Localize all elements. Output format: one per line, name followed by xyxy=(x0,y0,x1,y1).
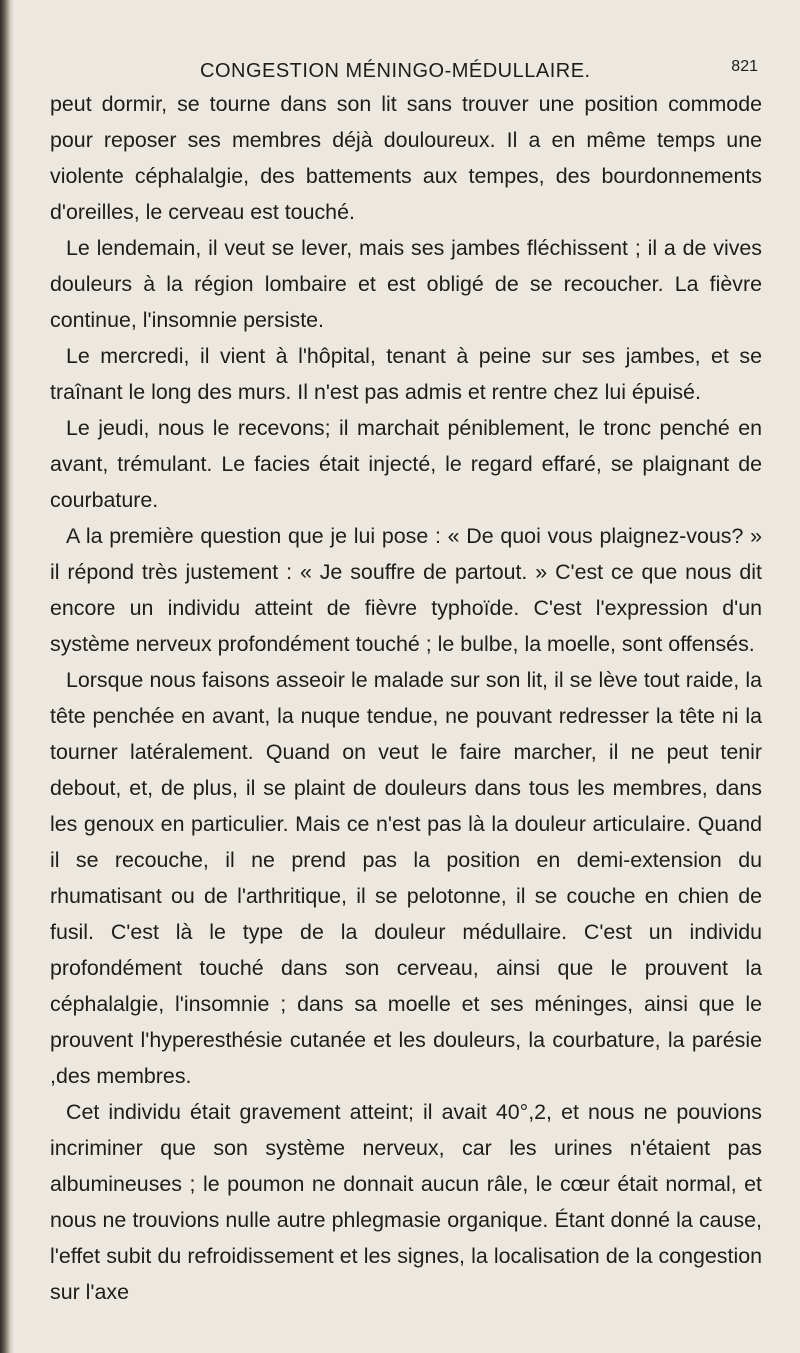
paragraph-2: Le lendemain, il veut se lever, mais ses jambes fléchissent ; il a de vives douleurs à la région lombaire et est obligé de se recoucher. La fièvre continue, l'insomnie persiste. xyxy=(50,236,762,332)
book-page xyxy=(50,52,762,1310)
running-title: CONGESTION MÉNINGO-MÉDULLAIRE. xyxy=(200,60,591,82)
paragraph-6: Lorsque nous faisons asseoir le malade sur son lit, il se lève tout raide, la tête penchée en avant, la nuque tendue, ne pouvant redresser la tête ni la tourner latéralement. Quand on veut le faire marcher, il ne peut tenir debout, et, de plus, il se plaint de douleurs dans tous les membres, dans les genoux en particulier. Mais ce n'est pas là la douleur articulaire. Quand il se recouche, il ne prend pas la position en demi-extension du rhumatisant ou de l'arthritique, il se pelotonne, il se couche en chien de fusil. C'est là le type de la douleur médullaire. C'est un individu profondément touché dans son cerveau, ainsi que le prouvent la céphalalgie, l'insomnie ; dans sa moelle et ses méninges, ainsi que le prouvent l'hyperesthésie cutanée et les douleurs, la courbature, la parésie ,des membres. xyxy=(50,668,762,1088)
paragraph-4: Le jeudi, nous le recevons; il marchait péniblement, le tronc penché en avant, trémulant. Le facies était injecté, le regard effaré, se plaignant de courbature. xyxy=(50,416,762,512)
paragraph-3: Le mercredi, il vient à l'hôpital, tenant à peine sur ses jambes, et se traînant le long des murs. Il n'est pas admis et rentre chez lui épuisé. xyxy=(50,344,762,404)
paragraph-5: A la première question que je lui pose : « De quoi vous plaignez-vous? » il répond très justement : « Je souffre de partout. » C'est ce que nous dit encore un individu atteint de fièvre typhoïde. C'est l'expression d'un système nerveux profondément touché ; le bulbe, la moelle, sont offensés. xyxy=(50,524,762,656)
page-number: 821 xyxy=(731,58,758,75)
paragraph-7: Cet individu était gravement atteint; il avait 40°,2, et nous ne pouvions incriminer que son système nerveux, car les urines n'étaient pas albumineuses ; le poumon ne donnait aucun râle, le cœur était normal, et nous ne trouvions nulle autre phlegmasie organique. Étant donné la cause, l'effet subit du refroidissement et les signes, la localisation de la congestion sur l'axe xyxy=(50,1100,762,1304)
paragraph-1: peut dormir, se tourne dans son lit sans trouver une position commode pour reposer ses membres déjà douloureux. Il a en même temps une violente céphalalgie, des battements aux tempes, des bourdonnements d'oreilles, le cerveau est touché. xyxy=(50,92,762,224)
body-text xyxy=(50,86,762,1310)
running-header xyxy=(50,52,762,86)
book-binding-edge xyxy=(0,0,14,1353)
